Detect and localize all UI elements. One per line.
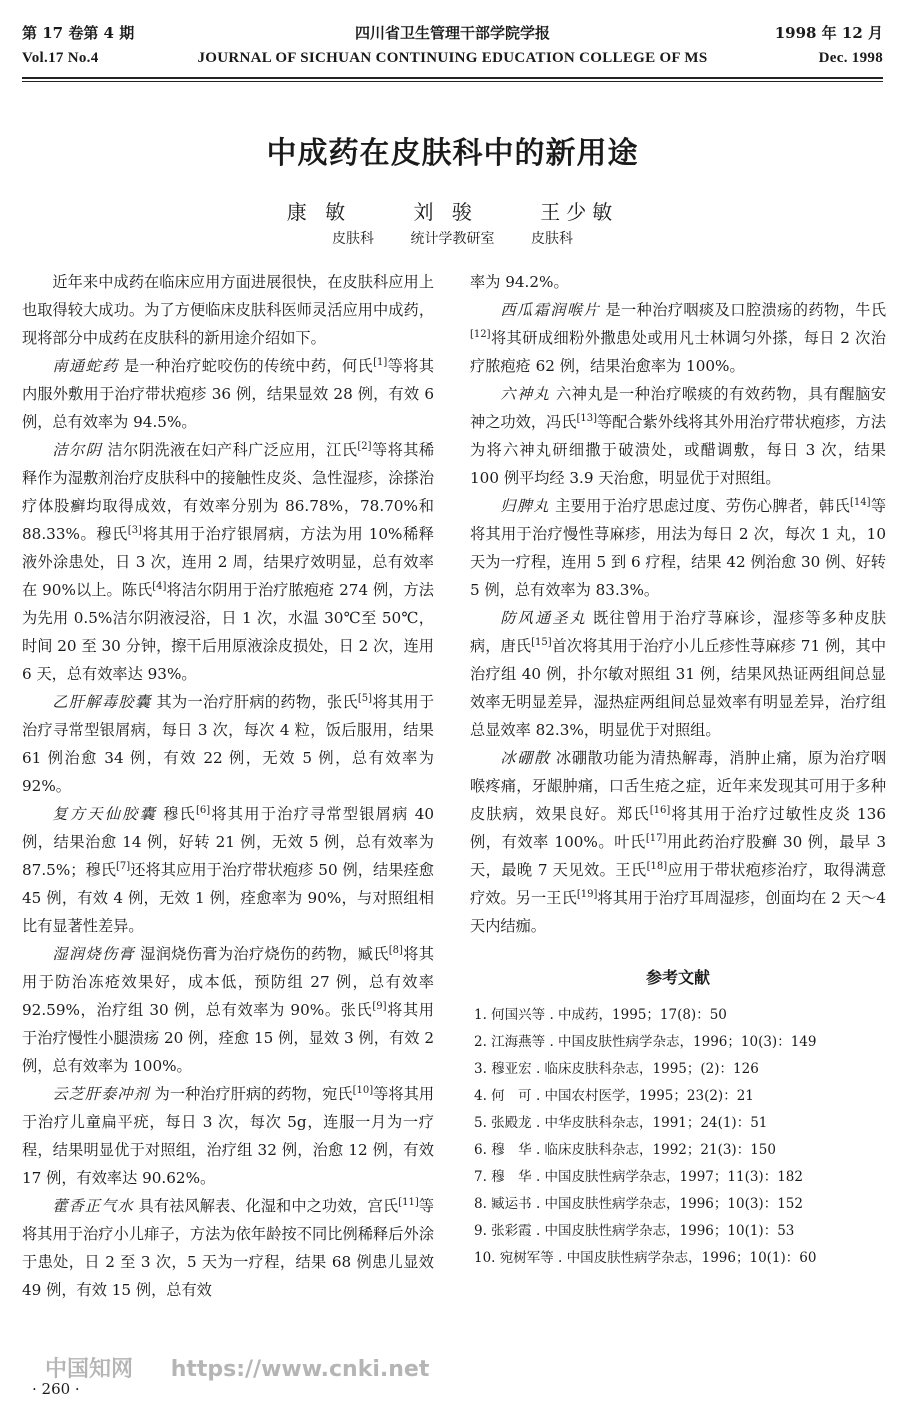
para-text: 为一种治疗肝病的药物，宛氏: [149, 1085, 353, 1103]
para-text: 等将其用于治疗儿童扁平疣，每日 3 次，每次 5g，连服一月为一疗程，结果明显优于对照组，治疗组 32 例，治愈 12 例，有效 17 例，有效率达 90.62%。: [22, 1085, 434, 1187]
reference-item: 8. 臧运书 . 中国皮肤性病学杂志，1996；10(3)：152: [474, 1196, 803, 1212]
drug-paragraph: [22, 1192, 434, 1304]
references-heading: 参考文献: [645, 968, 710, 987]
citation: [19]: [576, 888, 598, 900]
para-text: 等将其稀释作为湿敷剂治疗皮肤科中的接触性皮炎、急性湿疹，涂搽治疗体股癣均取得成效，有效率分别为 86.78%，78.70%和 88.33%。穆氏: [22, 441, 435, 543]
drug-paragraph: [470, 492, 886, 604]
para-text: 具有祛风解表、化湿和中之功效，宫氏: [133, 1197, 399, 1215]
drug-name: 云芝肝泰冲剂: [52, 1085, 150, 1103]
affiliation: 统计学教研室: [410, 231, 495, 247]
drug-name: 藿香正气水: [52, 1197, 134, 1215]
affiliation-list: [0, 228, 905, 248]
citation: [10]: [352, 1084, 374, 1096]
para-text: 洁尔阴洗液在妇产科广泛应用，江氏: [102, 441, 358, 459]
para-text: 等将其用于治疗小儿痱子，方法为依年龄按不同比例稀释后外涂于患处，日 2 至 3 次，5 天为一疗程，结果 68 例患儿显效 49 例，有效 15 例，总有效: [22, 1197, 435, 1299]
header-row-cn: [22, 22, 883, 44]
para-text: 冰硼散功能为清热解毒，消肿止痛，原为治疗咽喉疼痛，牙龈肿痛，口舌生疮之症，近年来发现其可用于多种皮肤病，效果良好。郑氏: [470, 749, 887, 823]
drug-name: 洁尔阴: [52, 441, 103, 459]
intro-paragraph: 近年来中成药在临床应用方面进展很快，在皮肤科应用上也取得较大成功。为了方便临床皮肤科医师灵活应用中成药，现将部分中成药在皮肤科的新用途介绍如下。: [22, 273, 434, 347]
para-text: 首次将其用于治疗小儿丘疹性荨麻疹 71 例，其中治疗组 40 例，扑尔敏对照组 31 例，结果风热证两组间总显效率无明显差异，湿热症两组间总显效率有明显差异，治疗组总显效率 82.3%，明显优于对照组。: [470, 637, 887, 739]
author-name: 王少敏: [540, 200, 619, 224]
drug-name: 南通蛇药: [52, 357, 119, 375]
reference-item: 9. 张彩霞 . 中国皮肤性病学杂志，1996；10(1)：53: [474, 1223, 795, 1239]
watermark-url: https://www.cnki.net: [170, 1357, 430, 1382]
left-column: [22, 268, 434, 1304]
para-text: 将其用于治疗寻常型银屑病，每日 3 次，每次 4 粒，饭后服用，结果 61 例治愈 34 例，有效 22 例，无效 5 例，总有效率为 92%。: [22, 693, 435, 795]
drug-paragraph: [22, 688, 434, 800]
citation: [1]: [373, 356, 388, 368]
drug-paragraph: [470, 380, 886, 492]
para-text: 将洁尔阴用于治疗脓疱疮 274 例，方法为先用 0.5%洁尔阴液浸浴，日 1 次，水温 30℃至 50℃，时间 20 至 30 分钟，擦干后用原液涂皮损处，日 2 次，连用 6 天，总有效率达 93%。: [22, 581, 434, 683]
para-text: 其为一治疗肝病的药物，张氏: [151, 693, 358, 711]
article-title: 中成药在皮肤科中的新用途: [266, 136, 639, 171]
para-text: 将其用于治疗慢性小腿溃疡 20 例，痊愈 15 例，显效 3 例，有效 2 例，总有效率为 100%。: [22, 1001, 434, 1075]
watermark-text: 中国知网: [45, 1357, 134, 1382]
drug-name: 湿润烧伤膏: [52, 945, 136, 963]
watermark: [45, 1352, 459, 1383]
header-row-en: [22, 50, 883, 72]
para-text: 是一种治疗咽痰及口腔溃疡的药物，牛氏: [600, 301, 887, 319]
citation: [11]: [398, 1196, 419, 1208]
header-rule: [22, 77, 883, 82]
citation: [2]: [357, 440, 372, 452]
para-text: 是一种治疗蛇咬伤的传统中药，何氏: [118, 357, 374, 375]
drug-name: 西瓜霜润喉片: [500, 301, 601, 319]
drug-paragraph: [22, 800, 434, 940]
para-text: 将其用于防治冻疮效果好，成本低，预防组 27 例，总有效率 92.59%，治疗组 30 例，总有效率为 90%。张氏: [22, 945, 435, 1019]
citation: [9]: [372, 1000, 387, 1012]
date-cn: 1998 年 12 月: [774, 24, 883, 42]
drug-paragraph: [22, 940, 434, 1080]
para-text: 用此药治疗股癣 30 例，最早 3 天，最晚 7 天见效。王氏: [470, 833, 886, 879]
drug-name: 归脾丸: [500, 497, 550, 515]
date-en: Dec. 1998: [818, 50, 883, 66]
reference-item: 2. 江海燕等 . 中国皮肤性病学杂志，1996；10(3)：149: [474, 1034, 817, 1050]
para-text: 等配合紫外线将其外用治疗带状疱疹，方法为将六神丸研细撒于破溃处，或醋调敷，每日 3 次，结果 100 例平均经 3.9 天治愈，明显优于对照组。: [470, 413, 887, 487]
issue-cn: 第 17 卷第 4 期: [22, 24, 135, 42]
reference-list: [470, 1002, 886, 1272]
drug-paragraph: [22, 436, 434, 688]
para-text: 应用于带状疱疹治疗，取得满意疗效。另一王氏: [470, 861, 887, 907]
citation: [6]: [195, 804, 211, 816]
citation: [18]: [646, 860, 668, 872]
para-text: 等将其用于治疗慢性荨麻疹，用法为每日 2 次，每次 1 丸，10 天为一疗程，连用 5 到 6 疗程，结果 42 例治愈 30 例、好转 5 例，总有效率为 83.3%。: [470, 497, 887, 599]
author-list: [0, 196, 905, 225]
drug-name: 防风通圣丸: [500, 609, 588, 627]
citation: [7]: [116, 860, 131, 872]
drug-paragraph: [22, 1080, 434, 1192]
citation: [5]: [357, 692, 373, 704]
affiliation: 皮肤科: [530, 231, 573, 247]
reference-item: 7. 穆 华 . 中国皮肤性病学杂志，1997；11(3)：182: [474, 1169, 803, 1185]
citation: [16]: [649, 804, 671, 816]
reference-item: 1. 何国兴等 . 中成药，1995；17(8)：50: [474, 1007, 727, 1023]
reference-item: 4. 何 可 . 中国农村医学，1995；23(2)：21: [474, 1088, 754, 1104]
drug-paragraph: [22, 352, 434, 436]
drug-name: 乙肝解毒胶囊: [52, 693, 152, 711]
citation: [14]: [849, 496, 871, 508]
citation: [8]: [388, 944, 403, 956]
reference-item: 3. 穆亚宏 . 临床皮肤科杂志，1995；(2)：126: [474, 1061, 759, 1077]
reference-item: 6. 穆 华 . 临床皮肤科杂志，1992；21(3)：150: [474, 1142, 776, 1158]
citation: [17]: [645, 832, 667, 844]
drug-paragraph: [470, 296, 886, 380]
para-text: 将其用于治疗过敏性皮炎 136 例，有效率 100%。叶氏: [470, 805, 887, 851]
citation: [3]: [127, 524, 142, 536]
para-text: 主要用于治疗思虑过度、劳伤心脾者，韩氏: [549, 497, 850, 515]
journal-name-en: JOURNAL OF SICHUAN CONTINUING EDUCATION COLLEGE OF MS: [197, 50, 708, 66]
para-text: 六神丸是一种治疗喉痰的有效药物，具有醒脑安神之功效，冯氏: [470, 385, 887, 431]
issue-en: Vol.17 No.4: [22, 50, 99, 66]
reference-item: 10. 宛树军等 . 中国皮肤性病学杂志，1996；10(1)：60: [474, 1250, 817, 1266]
right-column: [470, 268, 886, 1272]
para-text: 湿润烧伤膏为治疗烧伤的药物，臧氏: [135, 945, 389, 963]
citation: [12]: [470, 328, 491, 340]
journal-name-cn: 四川省卫生管理干部学院学报: [354, 24, 550, 42]
drug-name: 冰硼散: [500, 749, 551, 767]
drug-paragraph: [470, 744, 886, 940]
drug-paragraph: [470, 604, 886, 744]
citation: [4]: [152, 580, 167, 592]
author-name: 刘 骏: [413, 200, 478, 224]
para-text: 将其用于治疗银屑病，方法为用 10%稀释液外涂患处，日 3 次，连用 2 周，结果疗效明显，总有效率在 90%以上。陈氏: [22, 525, 434, 599]
reference-item: 5. 张殿龙 . 中华皮肤科杂志，1991；24(1)：51: [474, 1115, 768, 1131]
affiliation: 皮肤科: [332, 231, 375, 247]
para-text: 既往曾用于治疗荨麻诊，湿疹等多种皮肤病，唐氏: [470, 609, 887, 655]
para-text: 还将其应用于治疗带状疱疹 50 例，结果痊愈 45 例，有效 4 例，无效 1 例，痊愈率为 90%，与对照组相比有显著性差异。: [22, 861, 434, 935]
para-text: 等将其内服外敷用于治疗带状疱疹 36 例，结果显效 28 例，有效 6 例，总有效率为 94.5%。: [22, 357, 435, 431]
drug-name: 六神丸: [500, 385, 551, 403]
para-text: 将其用于治疗寻常型银屑病 40 例，结果治愈 14 例，好转 21 例，无效 5 例，总有效率为 87.5%；穆氏: [22, 805, 435, 879]
para-text: 将其研成细粉外撒患处或用凡士林调匀外搽，每日 2 次治疗脓疱疮 62 例，结果治愈率为 100%。: [470, 329, 886, 375]
page-number: · 260 ·: [32, 1380, 80, 1398]
citation: [13]: [576, 412, 598, 424]
author-name: 康 敏: [286, 200, 352, 224]
citation: [15]: [531, 636, 552, 648]
continued-text: 率为 94.2%。: [470, 273, 569, 291]
para-text: 将其用于治疗耳周湿疹，创面均在 2 天～4 天内结痂。: [470, 889, 886, 935]
drug-name: 复方天仙胶囊: [52, 805, 158, 823]
para-text: 穆氏: [157, 805, 196, 823]
